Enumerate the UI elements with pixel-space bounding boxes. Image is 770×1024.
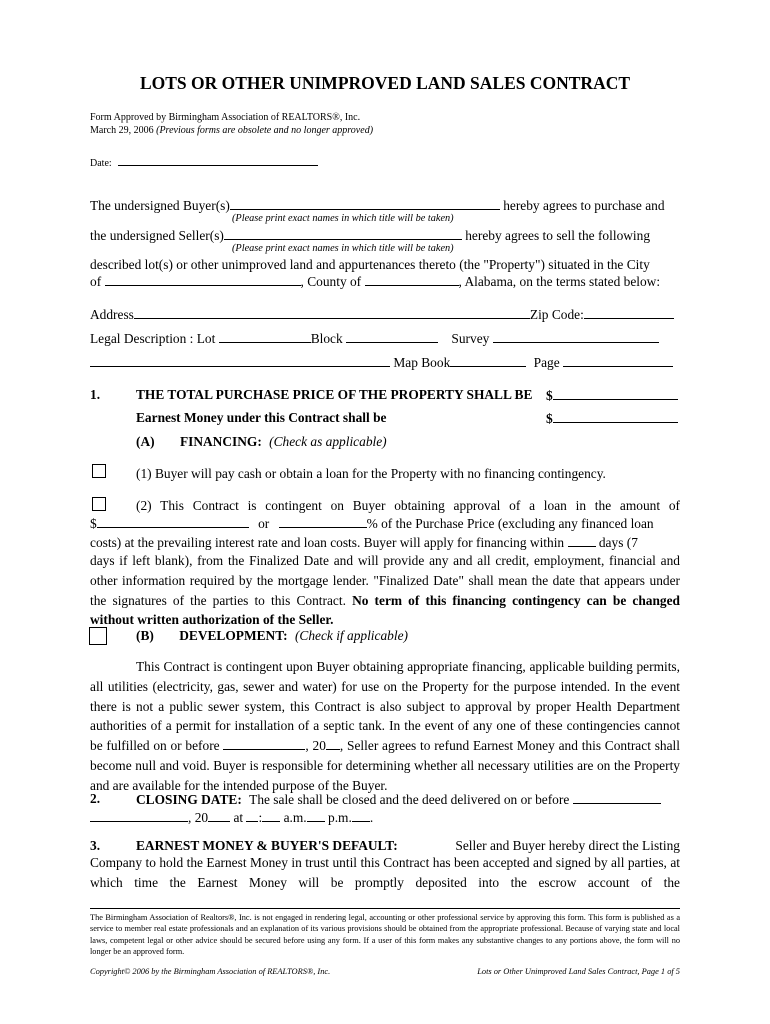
closing-year-prefix: , 20: [188, 810, 209, 825]
purchase-price-label: THE TOTAL PURCHASE PRICE OF THE PROPERTY SHALL BE: [136, 387, 533, 402]
development-text-b: , 20: [305, 738, 326, 754]
development-note: (Check if applicable): [294, 628, 408, 643]
development-text-c: , Seller agrees to refund Earnest Money and this Contract shall become null and void. Buyer is responsible for determining whether all necessary utilities are on the Property and are available for the intended purpose of the Buyer.: [90, 738, 680, 793]
earnest-money-field[interactable]: [553, 410, 678, 423]
seller-note: (Please print exact names in which title will be taken): [232, 243, 454, 254]
page-label: Page: [533, 355, 560, 370]
footer-page-info: Lots or Other Unimproved Land Sales Contract, Page 1 of 5: [477, 967, 680, 976]
address-label: Address: [90, 307, 134, 322]
financing-label: FINANCING:: [179, 434, 262, 449]
loan-days-text: costs) at the prevailing interest rate and loan costs. Buyer will apply for financing within: [90, 535, 565, 550]
approval-date: March 29, 2006: [90, 125, 157, 136]
map-book-label: Map Book: [393, 355, 451, 370]
zip-field[interactable]: [584, 306, 674, 319]
closing-date-field[interactable]: [573, 791, 661, 804]
cash-option-text: (1) Buyer will pay cash or obtain a loan for the Property with no financing contingency.: [136, 466, 606, 481]
percent-text: % of the Purchase Price (excluding any financed loan: [366, 516, 654, 531]
development-text-a: This Contract is contingent upon Buyer obtaining appropriate financing, applicable building permits, all utilities (electricity, gas, sewer and water) for use on the Property for the purpose intended. In the event there is not a public sewer system, this Contract is also subject to approval by proper Health Department authorities of a permit for installation of a septic tank. In the event of any one of these contingencies cannot be fulfilled on or before: [90, 659, 680, 754]
closing-date-label: CLOSING DATE:: [136, 792, 242, 807]
approval-note: (Previous forms are obsolete and no longer approved): [156, 125, 374, 136]
financing-note: (Check as applicable): [269, 434, 387, 449]
closing-pm: p.m.: [328, 810, 352, 825]
development-year-field[interactable]: [326, 737, 340, 750]
loan-amount-row: [90, 515, 680, 532]
earnest-money-row: [546, 410, 678, 427]
legal-label: Legal Description : Lot: [90, 331, 216, 346]
earnest-default-text-first: Seller and Buyer hereby direct the Listing: [455, 838, 680, 853]
page-title: LOTS OR OTHER UNIMPROVED LAND SALES CONTRACT: [139, 73, 631, 93]
survey-field[interactable]: [493, 330, 659, 343]
closing-colon: :: [258, 810, 263, 825]
buyer-name-field[interactable]: [230, 197, 500, 210]
survey-label: Survey: [451, 331, 490, 346]
loan-option-paragraph: [90, 551, 680, 630]
closing-date-row: [136, 791, 661, 808]
map-book-field[interactable]: [450, 354, 526, 367]
loan-percent-field[interactable]: [279, 515, 367, 528]
closing-at: at: [233, 810, 244, 825]
development-letter: (B): [136, 628, 154, 643]
footer-divider: [90, 908, 680, 909]
closing-date-text: The sale shall be closed and the deed delivered on or before: [249, 792, 570, 807]
legal-row: [90, 330, 659, 347]
earnest-money-label: Earnest Money under this Contract shall be: [136, 410, 387, 425]
closing-am-field[interactable]: [307, 809, 325, 822]
alabama-label: , Alabama, on the terms stated below:: [458, 274, 661, 289]
closing-hour-field[interactable]: [246, 809, 258, 822]
page-field[interactable]: [563, 354, 673, 367]
or-label: or: [258, 516, 270, 531]
development-date-field[interactable]: [223, 737, 305, 750]
city-field[interactable]: [105, 273, 301, 286]
closing-am: a.m.: [283, 810, 307, 825]
date-field[interactable]: [118, 153, 318, 166]
zip-label: Zip Code:: [529, 307, 584, 322]
described-line: described lot(s) or other unimproved land and appurtenances thereto (the "Property") situated in the City: [90, 257, 650, 272]
cash-option-checkbox[interactable]: [92, 464, 106, 478]
county-label: , County of: [300, 274, 362, 289]
development-label: DEVELOPMENT:: [179, 628, 288, 643]
approval-line: Form Approved by Birmingham Association of REALTORS®, Inc.: [90, 112, 361, 123]
of-label: of: [90, 274, 102, 289]
footer-disclaimer: The Birmingham Association of Realtors®, Inc. is not engaged in rendering legal, accounting or other professional service by approving this form. This form is published as a service to member real estate professionals and an explanation of its various provisions should be obtained from the appropriate professional. Because of varying state and local laws, competent legal or other advice should be secured before using any form. If a user of this form makes any substantive changes to any portions above, the form will no longer be an approved form.: [90, 913, 680, 956]
block-label: Block: [310, 331, 343, 346]
section2-number: 2.: [90, 791, 101, 806]
loan-amount-field[interactable]: [97, 515, 249, 528]
seller-suffix: hereby agrees to sell the following: [465, 228, 651, 243]
development-paragraph: [90, 657, 680, 796]
closing-period: .: [369, 810, 374, 825]
earnest-default-row: [136, 838, 680, 854]
loan-option-bold: No term of this financing contingency can be changed without written authorization of the Seller.: [90, 592, 680, 628]
seller-row: [90, 227, 650, 244]
lot-field[interactable]: [219, 330, 311, 343]
development-heading: [136, 628, 408, 644]
dollar-sign: $: [546, 411, 553, 426]
city-county-row: [90, 273, 660, 290]
closing-minute-field[interactable]: [262, 809, 280, 822]
closing-time-row: [90, 809, 373, 826]
section1-number: 1.: [90, 387, 101, 402]
earnest-default-label: EARNEST MONEY & BUYER'S DEFAULT:: [136, 838, 398, 853]
financing-letter: (A): [136, 434, 155, 449]
closing-year-field[interactable]: [208, 809, 230, 822]
financing-heading: [136, 434, 387, 450]
buyer-note: (Please print exact names in which title will be taken): [232, 213, 454, 224]
map-book-row: [90, 354, 673, 371]
buyer-suffix: hereby agrees to purchase and: [503, 198, 665, 213]
legal-extra-field[interactable]: [90, 354, 390, 367]
date-label: Date:: [90, 158, 112, 169]
address-row: [90, 306, 674, 323]
footer-copyright: Copyright© 2006 by the Birmingham Association of REALTORS®, Inc.: [90, 967, 331, 976]
loan-option-line1: (2) This Contract is contingent on Buyer obtaining approval of a loan in the amount of: [136, 498, 680, 513]
section3-number: 3.: [90, 838, 101, 853]
closing-pm-field[interactable]: [352, 809, 370, 822]
closing-month-field[interactable]: [90, 809, 188, 822]
county-field[interactable]: [365, 273, 459, 286]
loan-option-checkbox[interactable]: [92, 497, 106, 511]
approval-date-line: [90, 125, 373, 136]
date-row: [90, 153, 318, 169]
address-field[interactable]: [134, 306, 530, 319]
loan-days-row: [90, 534, 680, 551]
earnest-default-rest: Company to hold the Earnest Money in trust until this Contract has been accepted and signed by all parties, at which time the Earnest Money will be promptly deposited into the escrow account of the: [90, 855, 680, 890]
buyer-label: The undersigned Buyer(s): [90, 198, 230, 213]
dollar-sign: $: [546, 388, 553, 403]
block-field[interactable]: [346, 330, 438, 343]
seller-label: the undersigned Seller(s): [90, 228, 224, 243]
purchase-price-row: [546, 387, 678, 404]
dollar-sign: $: [90, 516, 97, 531]
development-checkbox[interactable]: [89, 627, 107, 645]
purchase-price-field[interactable]: [553, 387, 678, 400]
loan-option-rest: days if left blank), from the Finalized Date and will provide any and all credit, employment, financial and other information required by the mortgage lender. "Finalized Date" shall mean the date that appears under the signatures of the parties to this Contract.: [90, 553, 680, 608]
buyer-row: [90, 197, 665, 214]
loan-days-field[interactable]: [568, 534, 596, 547]
loan-days-suffix: days (7: [598, 535, 638, 550]
seller-name-field[interactable]: [224, 227, 462, 240]
